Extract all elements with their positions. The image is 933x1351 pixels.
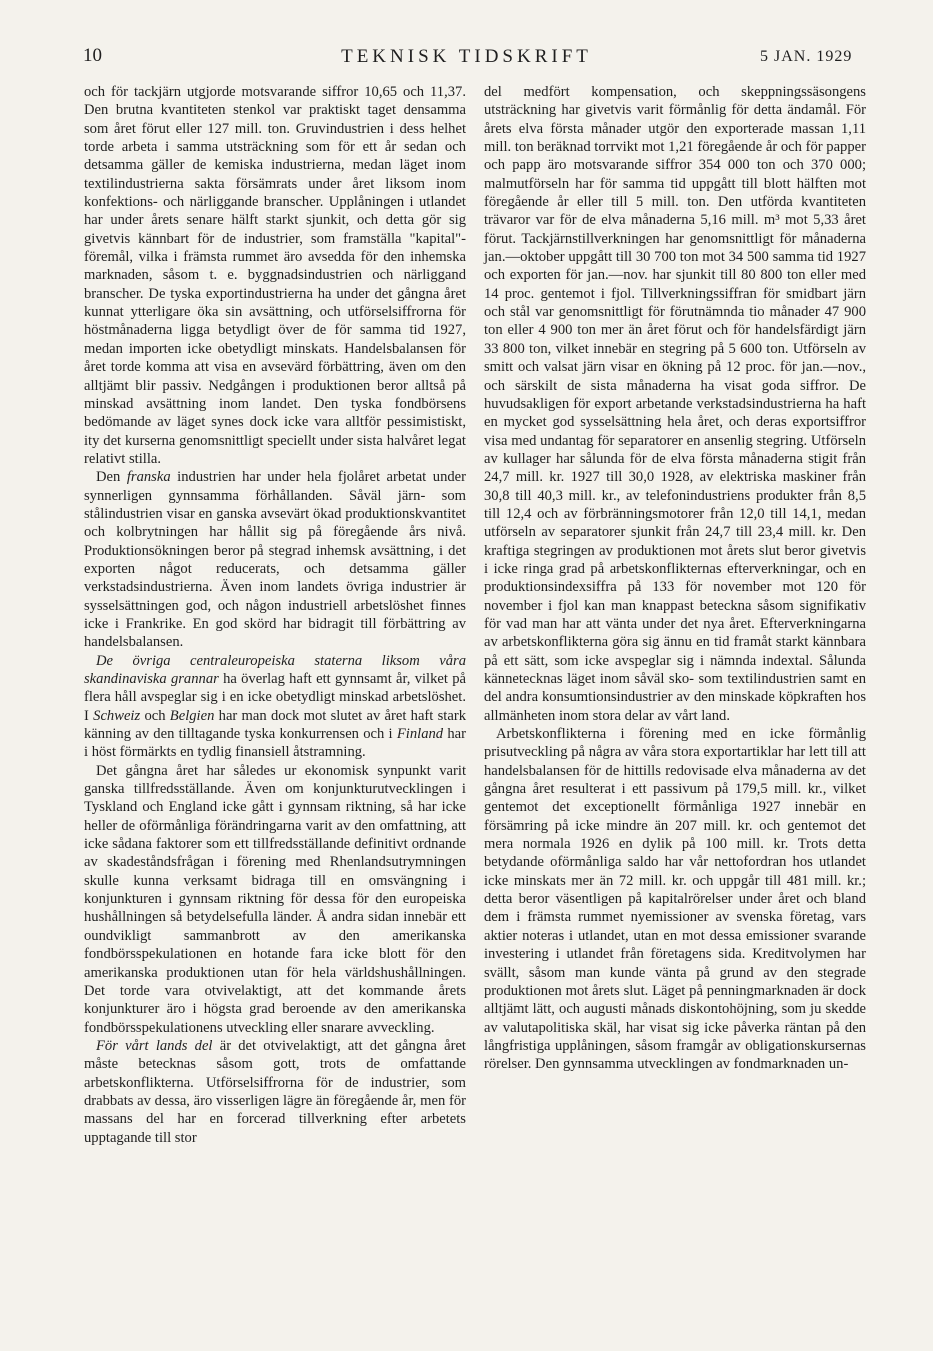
paragraph: del medfört kompensation, och skeppningssäsongens utsträckning har givetvis varit förmånlig för detta ändamål. För årets elva första månader utgör den exporterade massan 1,11 mill. ton beräknad torrvikt mot 1,21 föregående år och för papper och papp äro motsvarande siffror 354 000 ton och 370 000; malmutförseln har för samma tid uppgått till blott hälften mot föregående år eller till 5 mill. ton. Den utförda kvantiteten trävaror var för de elva månaderna 5,16 mill. m³ mot 5,33 året förut. Tackjärnstillverkningen har genomsnittligt för månaderna jan.—oktober uppgått till 30 700 ton mot 34 500 samma tid 1927 och exporten för jan.—nov. har sjunkit till 80 800 ton eller med 14 proc. gentemot i fjol. Tillverkningssiffran för smidbart järn och stål var genomsnittligt för förutnämnda tio månader 47 900 ton eller 4 900 ton mer än året förut och för handelsfärdigt järn 33 800 ton, vilket innebär en stegring på 5 600 ton. Utförseln av smitt och valsat järn visar en ökning på 12 proc. för jan.—nov., och särskilt de sista månaderna ha visat goda siffror. De huvudsakligen för export arbetande verkstadsindustrierna ha haft en mycket god sysselsättning hela året, och deras exportsiffror visa med undantag för separatorer en ansenlig stegring. Utförseln av kullager har sålunda för de elva första månaderna stigit från 24,7 mill. kr. 1927 till 30,0 1928, av elektriska maskiner från 30,8 till 40,3 mill. kr., av telefonindustriens produkter från 8,5 till 12,4 och av förbränningsmotorer från 12,0 till 14,1, medan utförseln av separatorer sjunkit från 24,7 till 23,4 mill. kr. Den kraftiga stegringen av produktionen mot årets slut beror givetvis i icke ringa grad på arbetskonflikternas efterverkningar, och en produktionsindexsiffra på 133 för november mot 120 för november i fjol kan man knappast beteckna såsom signifikativ för vad man har att vänta under det nya året. Efterverkningarna av arbetskonflikterna göra sig ännu en tid framåt starkt kännbara på ett sätt, som icke avspeglar sig i nämnda indextal. Sålunda kännetecknas läget inom såväl sko- som textilindustrien samt en del andra konsumtionsindustrier av den minskade köpkraften hos allmänheten inom stora delar av vårt land. xyxy=(484,84,866,724)
paragraph: De övriga centraleuropeiska staterna liksom våra skandinaviska grannar ha överlag haft ett gynnsamt år, vilket på flera håll avspeglar sig i en icke obetydligt minskad arbetslöshet. I Schweiz och Belgien har man dock mot slutet av året haft stark känning av den tilltagande tyska konkurrensen och i Finland har i höst förmärkts en tydlig finansiell åtstramning. xyxy=(84,652,466,761)
paragraph: För vårt lands del är det otvivelaktigt, att det gångna året måste betecknas såsom gott, trots de omfattande arbetskonflikterna. Utförselsiffrorna för de industrier, som drabbats av dessa, äro visserligen lägre än föregående år, men för massans del har en forcerad tillverkning efter arbetets upptagande till stor xyxy=(84,1037,466,1146)
country-heading: franska xyxy=(126,469,171,486)
right-column xyxy=(484,83,866,1074)
region-heading: De övriga centraleuropeiska staterna liksom våra skandinaviska grannar xyxy=(84,652,466,687)
section-heading: För vårt lands del xyxy=(96,1037,213,1054)
issue-date: 5 JAN. 1929 xyxy=(760,48,853,65)
paragraph: Det gångna året har således ur ekonomisk synpunkt varit ganska tillfredsställande. Även om konjunkturutvecklingen i Tyskland och England icke gått i gynnsam riktning, så har icke heller de oförmånliga förändringarna varit av den omfattning, att icke sådana faktorer som ett tillfredsställande definitivt ordnande av skadeståndsfrågan i förening med Rhenlandsutrymningen skulle kunna verksamt bidraga till en omsvängning i konjunkturen i gynnsam riktning för dessa för den europeiska hushållningen så betydelsefulla länder. Å andra sidan innebär ett oundvikligt sammanbrott av den amerikanska fondbörsspekulationen en hotande fara icke blott för den amerikanska produktionen utan för hela världshushållningen. Det torde vara otvivelaktigt, att det kommande årets konjunkturer äro i högsta grad beroende av den amerikanska fondbörsspekulationens utveckling eller snarare avveckling. xyxy=(84,762,466,1036)
paragraph: Arbetskonflikterna i förening med en icke förmånlig prisutveckling på några av våra stora exportartiklar har lett till att handelsbalansen för de hittills redovisade elva månaderna av det gångna året resulterat i ett passivum på 179,5 mill. kr., vilket gentemot det exceptionellt förmånliga 1927 innebär en försämring på icke mindre än 207 mill. kr. och gentemot det mera normala 1926 en dylik på 100 mill. kr. Trots detta betydande oförmånliga saldo har vår nettofordran hos utlandet icke minskats mer än 72 mill. kr. och uppgår till 481 mill. kr.; detta beror väsentligen på kapitalrörelser under året och bland dem i främsta rummet nyemissioner av svenska företag, vars aktier noteras i utlandet, utan en mot dessa emissioner svarande investering i utlandet från företagens sida. Kreditvolymen har svällt, såsom man kunde vänta på grund av den stegrade produktionen mot årets slut. Läget på penningmarknaden är dock alltjämt lätt, och augusti månads diskontohöjning, som ju skedde av valutapolitiska skäl, har visat sig icke påverka räntan på den långfristiga upplåningen, såsom framgår av obligationskursernas rörelser. Den gynnsamma utvecklingen av fondmarknaden un- xyxy=(484,726,866,1073)
journal-title: TEKNISK TIDSKRIFT xyxy=(341,46,592,67)
page-number: 10 xyxy=(83,45,102,66)
paragraph: och för tackjärn utgjorde motsvarande siffror 10,65 och 11,37. Den brutna kvantiteten stenkol var praktiskt taget densamma som året förut eller 127 mill. ton. Gruvindustrien i dess helhet torde arbeta i samma utsträckning som för ett år sedan och detsamma gäller de kemiska industrierna, medan läget inom textilindustrierna sakta försämrats under året liksom inom konfektions- och närliggande branscher. Upplåningen i utlandet har under årets senare hälft starkt sjunkit, och detta gör sig givetvis kännbart för de industrier, som framställa "kapital"-föremål, vilka i främsta rummet äro avsedda för den inhemska marknaden, såsom t. e. byggnadsindustrien och närliggand branscher. De tyska exportindustrierna ha under det gångna året kunnat ytterligare öka sin avsättning, och utförselsiffrorna för höstmånaderna ligga betydligt över de för samma tid 1927, medan importen icke obetydligt minskats. Handelsbalansen för året torde komma att visa en avsevärd förbättring, även om den alltjämt blir passiv. Nedgången i produktionen beror alltså på minskad avsättning inom landet. Den tyska fondbörsens bedömande av läget synes dock icke vara alltför pessimistiskt, ity det kurserna genomsnittligt speciellt under sista halvåret legat relativt stilla. xyxy=(84,84,466,467)
paragraph: Den franska industrien har under hela fjolåret arbetat under synnerligen gynnsamma förhållanden. Såväl järn- som stålindustrien visar en ganska avsevärt ökad produktionskvantitet och kolbrytningen har hållit sig på föregående års nivå. Produktionsökningen beror på stegrad inhemsk avsättning, i det exporten något reducerats, och detsamma gäller verkstadsindustrierna. Även inom landets övriga industrier är sysselsättningen god, och någon industriell arbetslöshet finnes icke i Frankrike. En god skörd har bidragit till förbättring av handelsbalansen. xyxy=(84,469,466,651)
left-column xyxy=(84,83,466,1147)
page-header xyxy=(0,0,933,80)
